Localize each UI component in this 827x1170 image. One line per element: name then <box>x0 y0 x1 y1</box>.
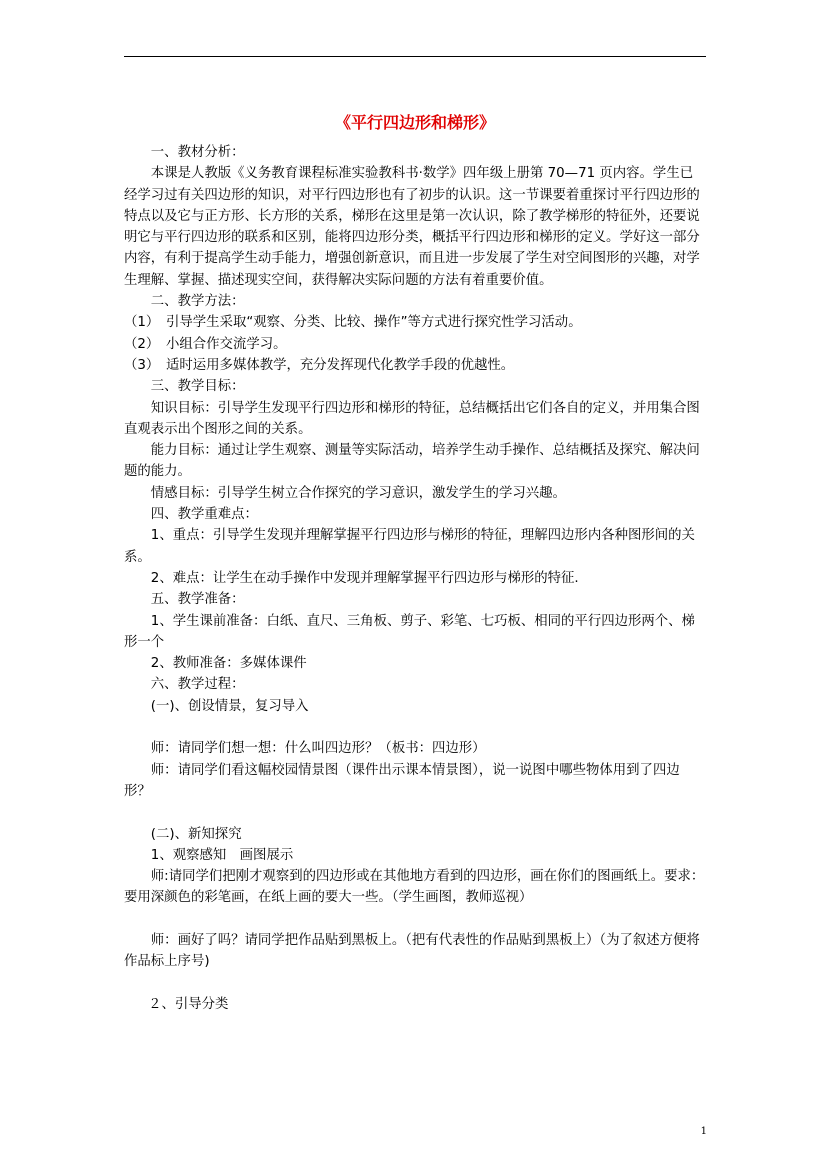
list-item: （2） 小组合作交流学习。 <box>124 336 287 352</box>
spacer <box>124 909 706 930</box>
paragraph: 1、观察感知 画图展示 <box>150 847 294 863</box>
paragraph: ２、引导分类 <box>148 996 229 1012</box>
section-heading: 四、教学重难点： <box>150 507 258 523</box>
paragraph: 知识目标：引导学生发现平行四边形和梯形的特征，总结概括出它们各自的定义，并用集合图直观表示出个图形之间的关系。 <box>124 400 700 437</box>
section-heading: 六、教学过程： <box>150 677 245 693</box>
paragraph: 能力目标：通过让学生观察、测量等实际活动，培养学生动手操作、总结概括及探究、解决问题的能力。 <box>124 443 700 480</box>
paragraph: 本课是人教版《义务教育课程标准实验教科书·数学》四年级上册第 70—71 页内容。学生已经学习过有关四边形的知识，对平行四边形也有了初步的认识。这一节课要着重探讨平行四边形的特点以及它与正方形、长方形的关系，梯形在这里是第一次认识，除了教学梯形的特征外，还要说明它与平行四边形的联系和区别，能将四边形分类，概括平行四边形和梯形的定义。学好这一部分内容，有利于提高学生动手能力，增强创新意识，而且进一步发展了学生对空间图形的兴趣，对学生理解、掌握、描述现实空间，获得解决实际问题的方法有着重要价值。 <box>124 166 700 288</box>
paragraph: 1、学生课前准备：白纸、直尺、三角板、剪子、彩笔、七巧板、相同的平行四边形两个、梯形一个 <box>124 613 695 650</box>
paragraph: 2、难点：让学生在动手操作中发现并理解掌握平行四边形与梯形的特征. <box>150 570 579 586</box>
paragraph: 2、教师准备：多媒体课件 <box>150 656 307 672</box>
spacer <box>124 717 706 738</box>
paragraph: (二)、新知探究 <box>150 826 242 842</box>
paragraph: 情感目标：引导学生树立合作探究的学习意识，激发学生的学习兴趣。 <box>150 485 566 501</box>
header-rule <box>124 56 706 57</box>
page-number: 1 <box>700 1126 707 1137</box>
section-heading: 一、教材分析： <box>150 145 245 160</box>
document-body <box>124 108 706 1015</box>
list-item: （1） 引导学生采取“观察、分类、比较、操作”等方式进行探究性学习活动。 <box>124 315 582 331</box>
paragraph: 师:请同学们把刚才观察到的四边形或在其他地方看到的四边形，画在你们的图画纸上。要求：要用深颜色的彩笔画，在纸上画的要大一些。（学生画图，教师巡视） <box>124 869 705 906</box>
paragraph: 师：画好了吗？请同学把作品贴到黑板上。（把有代表性的作品贴到黑板上）（为了叙述方便将作品标上序号) <box>124 932 700 970</box>
section-heading: 二、教学方法： <box>150 294 245 310</box>
paragraph: 1、重点：引导学生发现并理解掌握平行四边形与梯形的特征，理解四边形内各种图形间的关系。 <box>124 528 695 565</box>
paragraph: 师：请同学们看这幅校园情景图（课件出示课本情景图），说一说图中哪些物体用到了四边形？ <box>124 762 680 799</box>
spacer <box>124 973 706 994</box>
paragraph: 师：请同学们想一想：什么叫四边形？（板书：四边形） <box>150 741 486 757</box>
section-heading: 三、教学目标： <box>150 379 245 395</box>
section-heading: 五、教学准备： <box>150 592 245 608</box>
list-item: （3） 适时运用多媒体教学，充分发挥现代化教学手段的优越性。 <box>124 357 515 373</box>
paragraph: (一)、创设情景，复习导入 <box>150 698 309 714</box>
document-title: 《平行四边形和梯形》 <box>334 113 495 132</box>
spacer <box>124 802 706 823</box>
